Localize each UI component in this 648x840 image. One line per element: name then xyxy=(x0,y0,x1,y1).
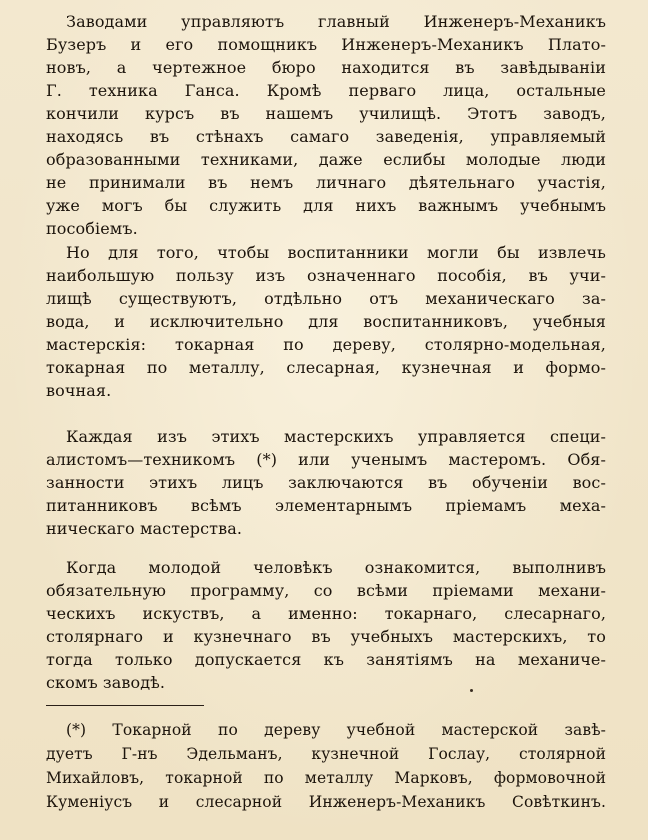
text-line: Г. техника Ганса. Кромѣ перваго лица, остальные xyxy=(46,81,606,100)
footnote-divider xyxy=(46,705,204,706)
text-line: вочная. xyxy=(46,381,112,400)
footnote xyxy=(46,718,606,814)
print-speck xyxy=(470,689,473,692)
footnote-line: Куменіусъ и слесарной Инженеръ-Механикъ Совѣткинъ. xyxy=(46,793,606,811)
text-line: новъ, а чертежное бюро находится въ завѣдываніи xyxy=(46,58,606,77)
text-line: Бузеръ и его помощникъ Инженеръ-Механикъ Плато- xyxy=(46,35,606,54)
text-line: ническаго мастерства. xyxy=(46,519,243,538)
text-line: лищѣ существуютъ, отдѣльно отъ механическаго за- xyxy=(46,289,606,308)
text-line: занности этихъ лицъ заключаются въ обученіи вос- xyxy=(46,473,606,492)
text-line: тогда только допускается къ занятіямъ на механиче- xyxy=(46,650,606,669)
paragraph-factory-management xyxy=(46,10,606,240)
text-line: алистомъ—техникомъ (*) или ученымъ мастеромъ. Обя- xyxy=(46,450,606,469)
text-line: не принимали въ немъ личнаго дѣятельнаго участія, xyxy=(46,173,606,192)
footnote-line: (*) Токарной по дереву учебной мастерской завѣ- xyxy=(66,721,606,739)
text-line: наибольшую пользу изъ означеннаго пособія, въ учи- xyxy=(46,266,606,285)
text-line: Когда молодой человѣкъ ознакомится, выполнивъ xyxy=(66,558,606,577)
footnote-line: дуетъ Г-нъ Эдельманъ, кузнечной Гослау, столярной xyxy=(46,745,606,763)
paragraph-specialists xyxy=(46,425,606,540)
text-line: кончили курсъ въ нашемъ училищѣ. Этотъ заводъ, xyxy=(46,104,606,123)
text-line: питанниковъ всѣмъ элементарнымъ пріемамъ меха- xyxy=(46,496,606,515)
text-line: скомъ заводѣ. xyxy=(46,673,166,692)
footnote-line: Михайловъ, токарной по металлу Марковъ, формовочной xyxy=(46,769,606,787)
paragraph-admission xyxy=(46,556,606,694)
text-line: уже могъ бы служить для нихъ важнымъ учебнымъ xyxy=(46,196,606,215)
text-line: Но для того, чтобы воспитанники могли бы извлечь xyxy=(66,243,606,262)
text-line: Заводами управляютъ главный Инженеръ-Механикъ xyxy=(66,12,606,31)
text-line: образованными техниками, даже еслибы молодые люди xyxy=(46,150,606,169)
text-line: ческихъ искуствъ, а именно: токарнаго, слесарнаго, xyxy=(46,604,606,623)
paragraph-workshops xyxy=(46,241,606,402)
text-line: столярнаго и кузнечнаго въ учебныхъ мастерскихъ, то xyxy=(46,627,606,646)
text-line: находясь въ стѣнахъ самаго заведенія, управляемый xyxy=(46,127,606,146)
text-line: вода, и исключительно для воспитанниковъ, учебныя xyxy=(46,312,606,331)
text-line: мастерскія: токарная по дереву, столярно-модельная, xyxy=(46,335,606,354)
text-line: токарная по металлу, слесарная, кузнечная и формо- xyxy=(46,358,606,377)
text-line: обязательную программу, со всѣми пріемами механи- xyxy=(46,581,606,600)
text-line: Каждая изъ этихъ мастерскихъ управляется специ- xyxy=(66,427,606,446)
text-line: пособіемъ. xyxy=(46,219,138,238)
